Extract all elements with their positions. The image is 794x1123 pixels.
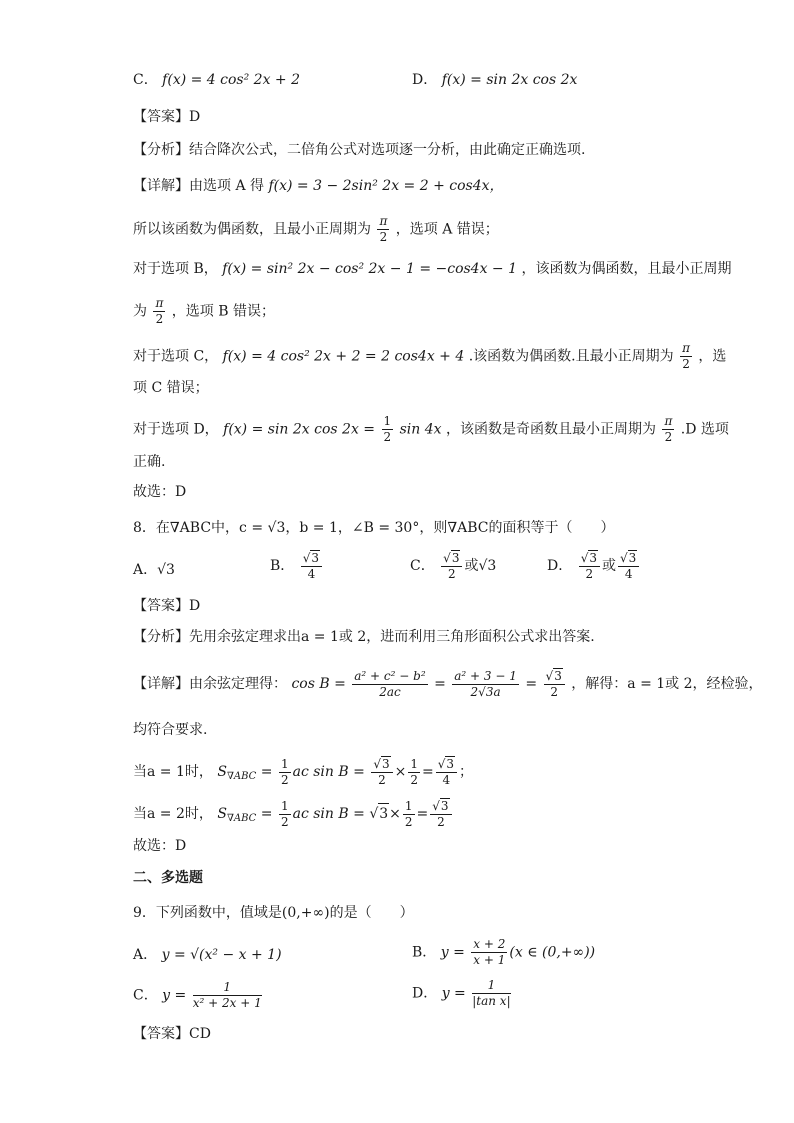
analysis-text: 结合降次公式，二倍角公式对选项逐一分析，由此确定正确选项.	[189, 142, 586, 158]
radicand: 3	[451, 551, 460, 565]
line-text: 所以该函数为偶函数，且最小正周期为	[133, 221, 371, 238]
option-fraction	[471, 937, 507, 968]
option-label: A．	[133, 562, 158, 578]
q8-case2	[133, 798, 454, 830]
option-fraction	[472, 978, 510, 1009]
frac-denominator: 2	[404, 814, 413, 829]
frac-denominator: |tan x|	[472, 994, 511, 1008]
frac-numerator: π	[664, 414, 673, 428]
q7-detail	[133, 176, 504, 196]
option-formula: f(x) = 4 cos² 2x + 2	[162, 72, 301, 88]
frac-denominator: 2ac	[379, 684, 401, 699]
line-text: ，选项 B 错误；	[171, 303, 275, 320]
frac-numerator: 1	[280, 798, 289, 813]
answer-tag: 【答案】	[133, 598, 189, 614]
q7-line-d	[133, 414, 729, 445]
line-formula: f(x) = 4 cos² 2x + 2 = 2 cos4x + 4	[222, 348, 465, 365]
frac-denominator: 4	[442, 773, 451, 787]
frac-denominator: 2	[378, 773, 386, 787]
formula-text: ac sin B =	[292, 764, 365, 780]
detail-formula: f(x) = 3 − 2sin² 2x = 2 + cos4x，	[268, 178, 504, 194]
line-formula: sin 4x	[399, 421, 442, 438]
option-label: B．	[412, 944, 437, 961]
frac-numerator: a² + 3 − 1	[454, 668, 517, 683]
line-text: ，选项 A 错误；	[395, 221, 499, 238]
domain-text: (x ∈ (0,+∞))	[509, 944, 596, 961]
radicand: 3	[311, 551, 320, 565]
answer-value: D	[189, 109, 201, 125]
q9-option-a	[133, 945, 282, 965]
q8-answer	[133, 596, 200, 616]
pi-over-2	[680, 341, 692, 372]
q9-answer	[133, 1024, 211, 1044]
times-sign: ×	[389, 806, 401, 822]
option-label: B．	[270, 558, 295, 574]
or-text: 或	[464, 558, 479, 574]
frac-denominator: x² + 2x + 1	[192, 996, 262, 1010]
question-stem: 8．在∇ABC中，c = √3，b = 1，∠B = 30°，则∇ABC的面积等于（ ）	[133, 520, 615, 536]
q9-option-d	[412, 978, 513, 1009]
q9-option-c	[133, 980, 264, 1011]
q7-line-a2	[133, 214, 499, 245]
frac-denominator: 2	[664, 430, 673, 444]
answer-value: D	[189, 598, 201, 614]
one-half	[408, 757, 420, 788]
frac-denominator: 2	[379, 230, 388, 244]
line-formula: f(x) = sin² 2x − cos² 2x − 1 = −cos4x − 1	[222, 261, 518, 277]
frac-denominator: 2	[550, 685, 558, 699]
formula-text: ac sin B =	[292, 806, 365, 822]
line-text: ，选	[698, 348, 727, 365]
answer-tag: 【答案】	[133, 1026, 189, 1042]
sqrt3-over-4: $\frac{√3}{4}$	[301, 550, 322, 582]
equals-sign: =	[525, 676, 538, 692]
q7-line-c2	[133, 378, 209, 398]
sqrt3-over-2: $\frac{√3}{2}$	[430, 798, 451, 830]
q7-option-d	[412, 70, 577, 90]
option-label: C．	[133, 72, 158, 88]
one-half	[403, 799, 415, 830]
frac-denominator: 2	[280, 814, 289, 829]
q9-stem	[133, 903, 414, 923]
area-symbol: S	[217, 764, 227, 780]
pi-over-2	[377, 214, 389, 245]
cos-law-substituted	[452, 669, 519, 700]
q8-analysis	[133, 627, 595, 647]
q7-line-b2	[133, 296, 275, 327]
q7-line-c	[133, 341, 726, 372]
conclusion-text: 故选：D	[133, 838, 187, 854]
radicand: 3	[381, 757, 390, 771]
frac-denominator: 2	[155, 312, 164, 326]
sqrt3: √3	[369, 806, 389, 822]
frac-denominator: 2√3a	[470, 684, 501, 699]
frac-numerator: 1	[383, 414, 392, 428]
q8-option-b	[270, 550, 324, 582]
frac-numerator: 1	[410, 756, 418, 771]
option-formula: f(x) = sin 2x cos 2x	[441, 72, 578, 88]
sqrt3-over-2: $\frac{√3}{2}$	[544, 668, 565, 700]
detail-text: 均符合要求.	[133, 722, 208, 738]
sqrt3-over-2: $\frac{√3}{2}$	[441, 550, 462, 582]
answer-value: CD	[189, 1026, 211, 1042]
option-value: √3	[478, 558, 497, 574]
detail-text: 由余弦定理得：	[189, 676, 287, 692]
q7-answer	[133, 107, 200, 127]
sqrt3-over-2: $\frac{√3}{2}$	[371, 756, 392, 788]
punctuation: ；	[459, 764, 474, 780]
frac-numerator: π	[155, 296, 164, 310]
line-text: 对于选项 C，	[133, 348, 219, 365]
radicand: 3	[440, 799, 449, 813]
one-half	[279, 799, 291, 830]
equals-sign: =	[260, 764, 273, 780]
q7-line-b	[133, 259, 731, 279]
frac-denominator: 4	[307, 567, 316, 581]
line-text: .该函数为偶函数.且最小正周期为	[468, 348, 674, 365]
frac-denominator: 2	[280, 772, 289, 787]
one-half	[382, 414, 394, 445]
pi-over-2	[153, 296, 165, 327]
q8-option-d	[547, 550, 641, 582]
q8-detail2	[133, 720, 207, 740]
detail-text: 由选项 A 得	[189, 178, 265, 194]
equals-sign: =	[416, 806, 429, 822]
q8-conclusion	[133, 836, 186, 856]
line-text: 项 C 错误；	[133, 380, 209, 396]
frac-denominator: 2	[585, 567, 594, 581]
frac-numerator: π	[379, 214, 388, 228]
frac-numerator: 1	[472, 978, 510, 994]
radicand: 3	[589, 551, 597, 565]
option-formula: y = √(x² − x + 1)	[161, 947, 282, 963]
q8-case1	[133, 756, 473, 788]
option-label: C．	[410, 558, 435, 574]
sqrt3-over-2: $\frac{√3}{2}$	[579, 550, 600, 582]
option-label: D．	[412, 72, 438, 88]
analysis-text: 先用余弦定理求出a = 1或 2，进而利用三角形面积公式求出答案.	[189, 629, 595, 645]
equals-sign: =	[260, 806, 273, 822]
frac-denominator: 2	[682, 357, 690, 371]
formula-text: y =	[162, 987, 187, 1004]
equals-sign: =	[421, 764, 434, 780]
option-label: A．	[133, 947, 158, 963]
times-sign: ×	[394, 764, 407, 780]
sqrt3-over-4: $\frac{√3}{4}$	[436, 756, 457, 788]
option-fraction	[193, 980, 262, 1011]
cos-law-fraction	[352, 669, 427, 700]
frac-numerator: x + 2	[473, 937, 506, 951]
frac-denominator: 2	[410, 772, 418, 787]
line-text: 对于选项 D，	[133, 421, 219, 438]
radicand: 3	[554, 669, 562, 683]
line-text: ，该函数为偶函数，且最小正周期	[521, 261, 732, 277]
section-heading	[133, 868, 203, 888]
question-stem: 9．下列函数中，值域是(0,+∞)的是（ ）	[133, 905, 414, 921]
detail-text: ，解得：a = 1或 2，经检验，	[571, 676, 763, 692]
radicand: 3	[446, 757, 455, 771]
conclusion-text: 故选：D	[133, 484, 187, 500]
frac-numerator: 1	[193, 980, 262, 996]
frac-denominator: x + 1	[473, 953, 506, 967]
detail-tag: 【详解】	[133, 178, 189, 194]
frac-denominator: 2	[448, 567, 456, 581]
line-text: .D 选项	[680, 421, 729, 438]
area-subscript: ∇ABC	[226, 771, 257, 782]
option-label: D．	[547, 558, 573, 574]
q9-option-b	[412, 937, 595, 968]
answer-tag: 【答案】	[133, 109, 189, 125]
line-text: 正确.	[133, 454, 166, 470]
frac-denominator: 2	[383, 430, 392, 444]
q7-option-c	[133, 70, 300, 90]
q7-line-d2	[133, 452, 165, 472]
frac-numerator: 1	[280, 756, 289, 771]
sqrt3-over-4: $\frac{√3}{4}$	[618, 550, 639, 582]
q8-stem	[133, 518, 614, 538]
area-subscript: ∇ABC	[226, 813, 257, 824]
area-symbol: S	[217, 806, 227, 822]
option-label: C．	[133, 987, 158, 1004]
q7-conclusion	[133, 482, 186, 502]
case-label: 当a = 1时，	[133, 764, 213, 780]
option-label: D．	[412, 985, 438, 1002]
formula-text: cos B =	[291, 676, 346, 692]
q8-option-c	[410, 550, 496, 582]
frac-numerator: a² + c² − b²	[354, 668, 426, 683]
detail-tag: 【详解】	[133, 676, 189, 692]
q8-option-a	[133, 560, 175, 580]
radicand: 3	[378, 803, 389, 824]
equals-sign: =	[434, 676, 446, 692]
line-text: 对于选项 B，	[133, 261, 218, 277]
q7-analysis	[133, 140, 585, 160]
line-formula: f(x) = sin 2x cos 2x =	[223, 421, 376, 438]
frac-numerator: 1	[404, 798, 413, 813]
or-text: 或	[601, 558, 616, 574]
analysis-tag: 【分析】	[133, 142, 189, 158]
case-label: 当a = 2时，	[133, 806, 213, 822]
radicand: 3	[628, 551, 637, 565]
one-half	[279, 757, 291, 788]
formula-text: y =	[441, 985, 466, 1002]
section-title: 二、多选题	[133, 870, 203, 886]
formula-text: y =	[440, 944, 465, 961]
analysis-tag: 【分析】	[133, 629, 189, 645]
q8-detail	[133, 668, 763, 700]
frac-denominator: 4	[624, 567, 633, 581]
line-text: 为	[133, 303, 147, 320]
pi-over-2	[662, 414, 674, 445]
line-text: ，该函数是奇函数且最小正周期为	[445, 421, 656, 438]
frac-numerator: π	[682, 341, 690, 355]
frac-denominator: 2	[437, 815, 445, 829]
option-value: √3	[157, 562, 175, 578]
